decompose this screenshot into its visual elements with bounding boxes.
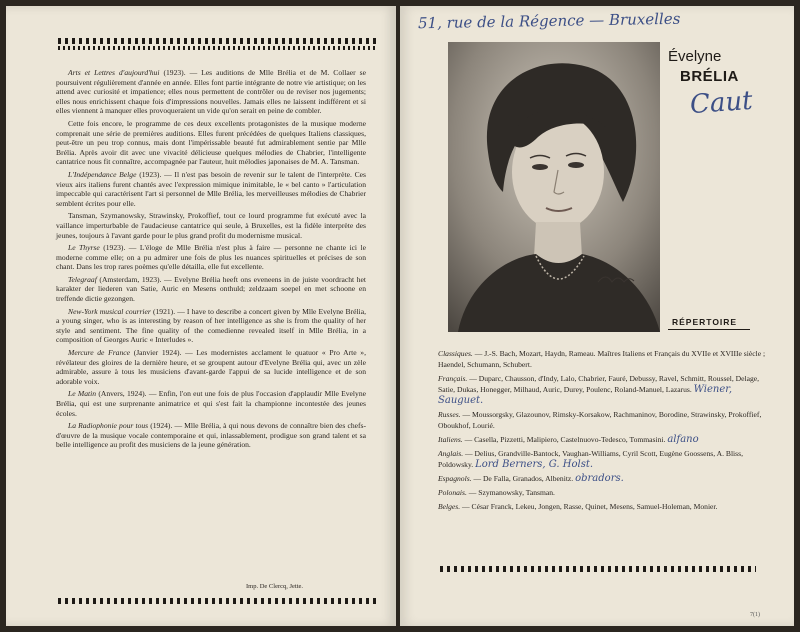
repertoire-composers: — J.-S. Bach, Mozart, Haydn, Rameau. Maîtres Italiens et Français du XVIIe et XVIIIe siècle ; Haendel, Schumann, Schubert. <box>438 349 766 369</box>
review-paragraph <box>56 211 366 240</box>
review-text: (1923). — Il n'est pas besoin de revenir sur le talent de l'interprète. Ces vieux airs italiens furent chantés avec l'expression mimique inimitable, le « bel canto » l'articulation impeccable qui caractérisent l'art si personnel de Mlle Brélia, les merveilleuses mélodies de Chabrier semblent écrites pour elle. <box>56 169 367 208</box>
review-source: New-York musical courrier <box>68 306 151 316</box>
repertoire-entry <box>438 487 768 498</box>
repertoire-entry <box>438 473 768 484</box>
review-text: Cette fois encore, le programme de ces deux excellents protagonistes de la musique moderne comprenait une série de premières auditions. Elles furent précédées de quelques Italiens classiques, peut-être un peu trop connus, mais dont l'impérissable beauté fut admirablement sentie par Mlle Brélia. Après avoir dit avec une vivacité délicieuse quelques mélodies de Chabrier, l'intelligente cantatrice nous fit connaître, accompagnée par l'auteur, huit mélodies japonaises de M. A. Tansman. <box>56 118 366 167</box>
review-text: (1923). — Les auditions de Mlle Brélia et de M. Collaer se poursuivent régulièrement d'année en année. Elles font partie intégrante de notre vie artistique; on les attend avec curiosité et impatience; elles nous permettent de contrôler ou de reviser nos jugements; elles nous enrichissent chaque fois d'impressions nouvelles. Jamais elles ne laissent indifférent et si elles viennent à manquer elles provoqueraient un vide qu'on serait en peine de combler. <box>56 68 366 116</box>
repertoire-category: Belges. <box>438 502 461 511</box>
repertoire-composers: — De Falla, Granados, Albenitz. <box>471 474 574 483</box>
bottom-ornament-rule <box>58 598 376 604</box>
singer-first-name: Évelyne <box>668 48 722 65</box>
review-paragraph <box>56 389 366 418</box>
review-text: (Janvier 1924). — Les modernistes acclament le quatuor « Pro Arte », révélateur des gloires de la dernière heure, et se groupent autour d'Evelyne Brélia qui, avec un zèle admirable, assure à tous les musiciens d'avant-garde l'appui de sa lucide intelligence et de son adorable voix. <box>56 348 366 386</box>
handwritten-address: 51, rue de la Régence — Bruxelles <box>417 9 681 33</box>
right-bottom-ornament-rule <box>440 566 756 572</box>
repertoire-entry <box>438 373 768 406</box>
repertoire-composers: — César Franck, Lekeu, Jongen, Rasse, Quinet, Mesens, Samuel-Holeman, Monier. <box>460 502 718 511</box>
repertoire-category: Russes. <box>438 410 461 419</box>
handwritten-addition: obradors. <box>575 473 624 484</box>
repertoire-composers: — Szymanowsky, Tansman. <box>466 488 555 497</box>
singer-last-name: BRÉLIA <box>680 68 739 85</box>
review-paragraph <box>56 170 366 208</box>
top-ornament-rule-inner <box>58 46 376 50</box>
review-source: L'Indépendance Belge <box>68 169 137 179</box>
repertoire-entry <box>438 348 768 370</box>
review-source: Telegraaf <box>68 274 97 284</box>
repertoire-underline <box>668 329 750 330</box>
review-paragraph <box>56 68 366 116</box>
review-paragraph <box>56 348 366 386</box>
repertoire-category: Italiens. <box>438 435 463 444</box>
repertoire-category: Anglais. <box>438 449 464 458</box>
handwritten-note: Caut <box>689 85 754 121</box>
review-source: La Radiophonie pour tous <box>68 421 149 431</box>
review-text: (Anvers, 1924). — Enfin, l'on eut une fois de plus l'occasion d'applaudir Mlle Evelyne Brélia, qui est une surprenante animatrice et qui s'est fait la championne incontestée des jeunes écoles. <box>56 389 366 418</box>
review-source: Le Thyrse <box>68 243 100 253</box>
repertoire-category: Classiques. <box>438 349 473 358</box>
repertoire-composers: — Casella, Pizzetti, Malipiero, Castelnuovo-Tedesco, Tommasini. <box>462 435 666 444</box>
review-text: (1921). — I have to describe a concert given by Mlle Evelyne Brélia, a young singer, who is as interesting by reason of her intelligence as she is from the quality of her style and sentiment. The fine quality of the comedienne revealed itself in Mlle Brélia, in a composition of Georges Auric « Interludes ». <box>56 306 366 345</box>
repertoire-composers: — Delius, Grandville-Bantock, Vaughan-Williams, Cyril Scott, Eugène Goossens, A. Bliss, Poldowsky. <box>438 449 743 469</box>
review-paragraph <box>56 119 366 167</box>
review-text: (1924). — Mlle Brélia, à qui nous devons de connaître bien des chefs-d'œuvre de la musique vocale contemporaine et qui, inlassablement, prodigue son grand talent et sa belle intelligence au profit des musiciens de la jeune génération. <box>56 421 366 450</box>
review-source: Arts et Lettres d'aujourd'hui <box>68 68 160 77</box>
portrait-image <box>448 42 660 332</box>
handwritten-addition: Lord Berners, G. Holst. <box>475 459 594 470</box>
review-paragraph <box>56 307 366 345</box>
left-page <box>6 6 396 626</box>
review-text: Tansman, Szymanowsky, Strawinsky, Prokoffief, tout ce lourd programme fut exécuté avec la vaillance imperturbable de l'audacieuse cantatrice qui seule, à Bruxelles, est la fidèle interprète des jeunes, toujours à l'avant garde pour le plus grand profit du modernisme musical. <box>56 211 366 240</box>
review-source: Le Matin <box>68 389 97 399</box>
repertoire-category: Polonais. <box>438 488 467 497</box>
review-source: Mercure de France <box>68 348 131 358</box>
review-text: (Amsterdam, 1923). — Evelyne Brélia heeft ons eveneens in de juiste voordracht het karakter der liederen van Satie, Auric en Mesens onthuld; zeldzaam soepel en met schoone en treffende dictie gezongen. <box>56 274 366 304</box>
repertoire-list <box>438 348 768 515</box>
handwritten-addition: Wiener, Sauguet. <box>438 384 733 406</box>
review-paragraph <box>56 421 366 450</box>
repertoire-entry <box>438 448 768 470</box>
page-mark: 7(1) <box>750 612 760 618</box>
repertoire-title: RÉPERTOIRE <box>672 317 738 327</box>
repertoire-entry <box>438 501 768 512</box>
review-paragraph <box>56 275 366 304</box>
press-reviews-column <box>56 68 366 453</box>
handwritten-addition: alfano <box>667 434 699 445</box>
repertoire-composers: — Moussorgsky, Glazounov, Rimsky-Korsakow, Rachmaninov, Borodine, Strawinsky, Prokoffief, Oboukhof, Lourié. <box>438 410 762 430</box>
repertoire-composers: — Duparc, Chausson, d'Indy, Lalo, Chabrier, Fauré, Debussy, Ravel, Schmitt, Roussel, Delage, Satie, Dukas, Honegger, Milhaud, Auric, Durey, Poulenc, Roland-Manuel, Lazarus. <box>438 374 760 394</box>
repertoire-category: Français. <box>438 374 468 383</box>
repertoire-category: Espagnols. <box>438 474 472 483</box>
top-ornament-rule <box>58 38 376 44</box>
printer-imprint: Imp. De Clercq, Jette. <box>246 583 304 590</box>
repertoire-entry <box>438 409 768 431</box>
review-paragraph <box>56 243 366 272</box>
review-text: (1923). — L'éloge de Mlle Brélia n'est plus à faire — personne ne chante ici le moderne comme elle; on a pu admirer une fois de plus les nuances spirituelles et précises de son chant. Dans les trop rares poèmes qu'elle détailla, elle fut excellente. <box>56 243 366 272</box>
repertoire-entry <box>438 434 768 445</box>
portrait-photo <box>448 42 660 332</box>
right-page <box>400 6 794 626</box>
